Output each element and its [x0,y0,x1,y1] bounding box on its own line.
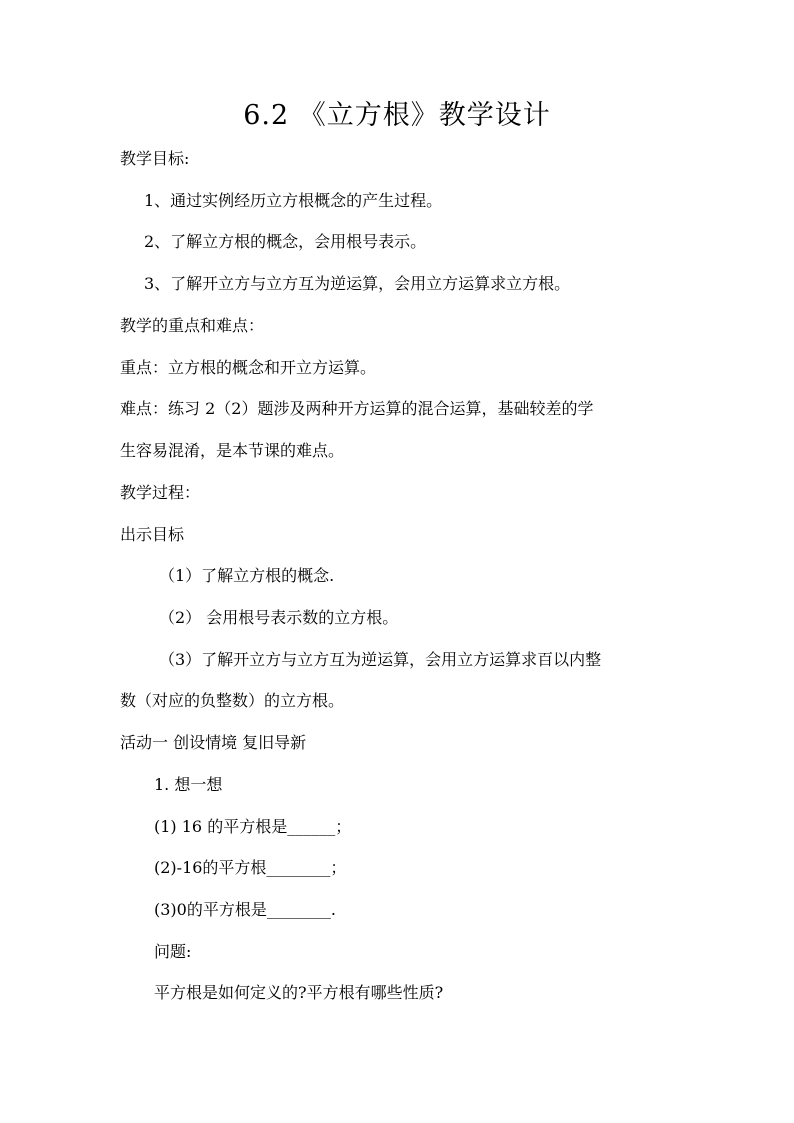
objective-item-3: 3、了解开立方与立方互为逆运算，会用立方运算求立方根。 [144,274,571,293]
objective-item-2: 2、了解立方根的概念，会用根号表示。 [144,232,427,251]
question-line-3: (3)0的平方根是________. [154,900,336,919]
difficulty-text-line-2: 生容易混淆，是本节课的难点。 [120,441,345,460]
goal-item-2: （2） 会用根号表示数的立方根。 [159,608,399,627]
question-line-1: (1) 16 的平方根是______； [154,817,352,836]
difficulty-text-line-1: 难点：练习 2（2）题涉及两种开方运算的混合运算，基础较差的学 [120,399,594,418]
section-heading-process: 教学过程： [120,483,201,502]
goal-item-3-line-2: 数（对应的负整数）的立方根。 [120,691,345,710]
goal-item-3-line-1: （3）了解开立方与立方互为逆运算，会用立方运算求百以内整 [159,650,602,669]
activity-one-heading: 活动一 创设情境 复旧导新 [120,733,307,752]
goal-item-1: （1）了解立方根的概念. [159,566,335,585]
subheading-show-goals: 出示目标 [120,525,185,544]
section-heading-objectives: 教学目标: [120,149,190,168]
think-heading: 1. 想一想 [154,775,223,794]
document-title: 6.2 《立方根》教学设计 [243,100,551,131]
problem-text: 平方根是如何定义的?平方根有哪些性质? [154,983,444,1002]
objective-item-1: 1、通过实例经历立方根概念的产生过程。 [144,191,443,210]
problem-label: 问题: [154,942,192,961]
section-heading-key-points: 教学的重点和难点： [120,316,265,335]
key-point-text: 重点：立方根的概念和开立方运算。 [120,358,377,377]
question-line-2: (2)-16的平方根________； [154,858,347,877]
